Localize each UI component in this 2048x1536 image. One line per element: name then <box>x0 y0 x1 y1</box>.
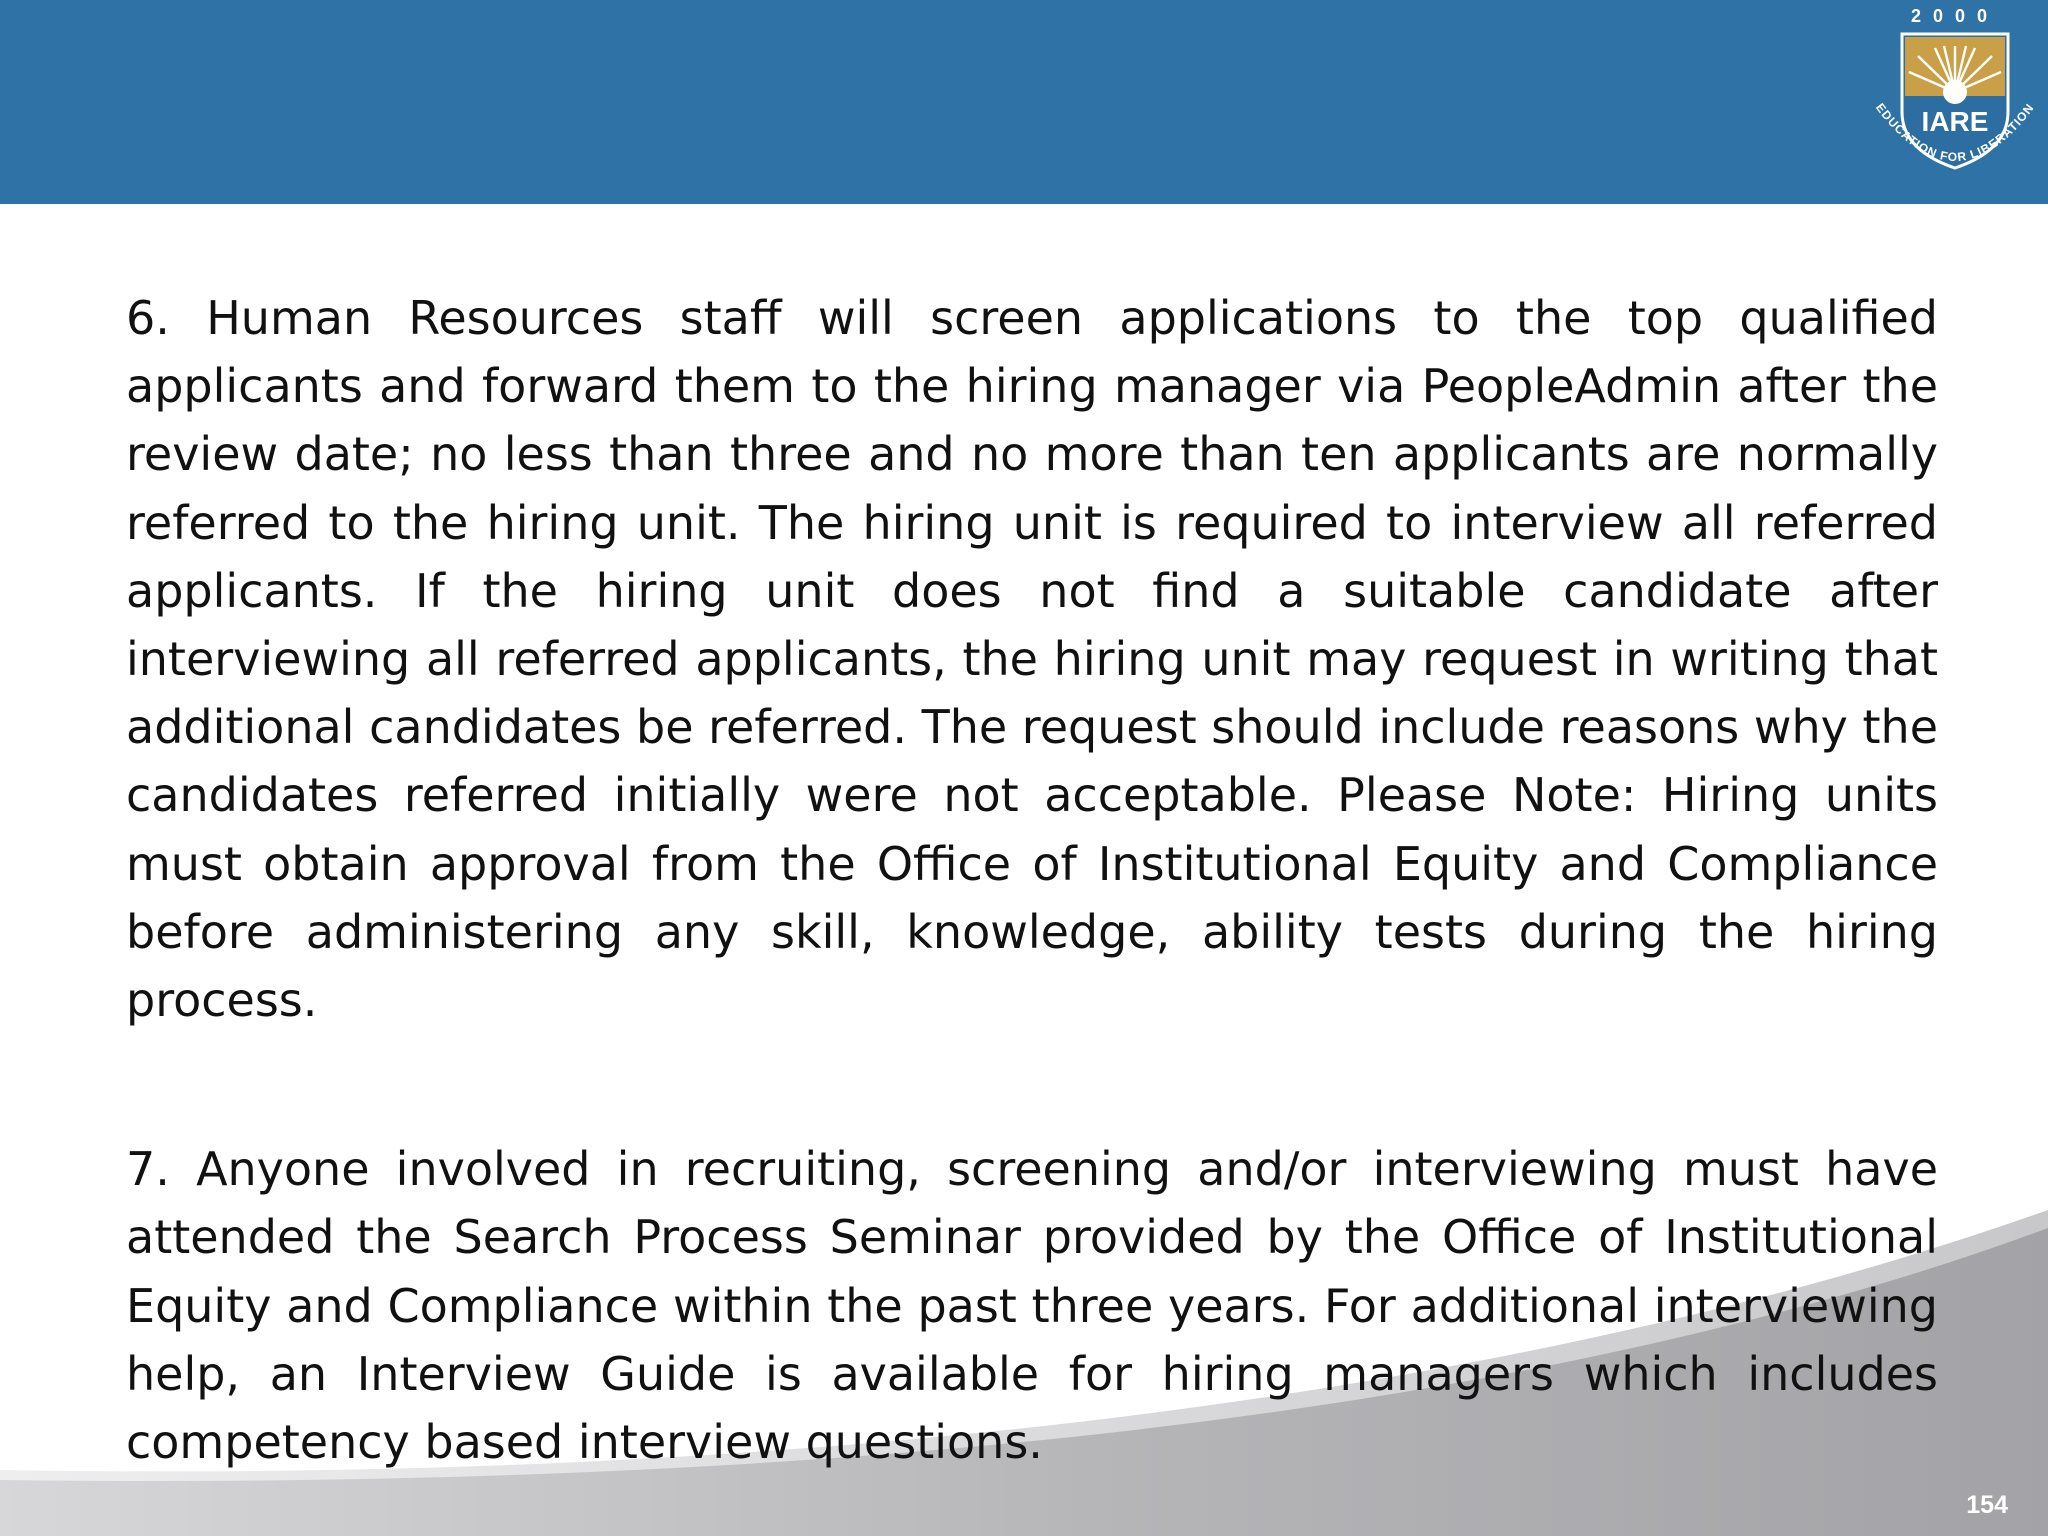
paragraph-6: 6. Human Resources staff will screen applications to the top qualified applicants and forward them to the hiring manager via PeopleAdmin after the review date; no less than three and no more than ten applicants are normally referred to the hiring unit. The hiring unit is required to interview all referred applicants. If the hiring unit does not find a suitable candidate after interviewing all referred applicants, the hiring unit may request in writing that additional candidates be referred. The request should include reasons why the candidates referred initially were not acceptable. Please Note: Hiring units must obtain approval from the Office of Institutional Equity and Compliance before administering any skill, knowledge, ability tests during the hiring process. <box>126 291 1938 1028</box>
header-band <box>0 0 2048 204</box>
page-number: 154 <box>1966 1491 2008 1519</box>
paragraph-7: 7. Anyone involved in recruiting, screening and/or interviewing must have attended the Search Process Seminar provided by the Office of Institutional Equity and Compliance within the past three years. For additional interviewing help, an Interview Guide is available for hiring managers which includes competency based interview questions. <box>126 1142 1938 1470</box>
svg-text:EDUCATION FOR LIBERATION: EDUCATION FOR LIBERATION <box>1873 100 2037 165</box>
slide-body <box>126 284 1938 1476</box>
iare-logo <box>1862 0 2048 200</box>
logo-wordmark: IARE <box>1921 106 1989 137</box>
svg-text:2000: 2000 <box>1910 6 2000 26</box>
